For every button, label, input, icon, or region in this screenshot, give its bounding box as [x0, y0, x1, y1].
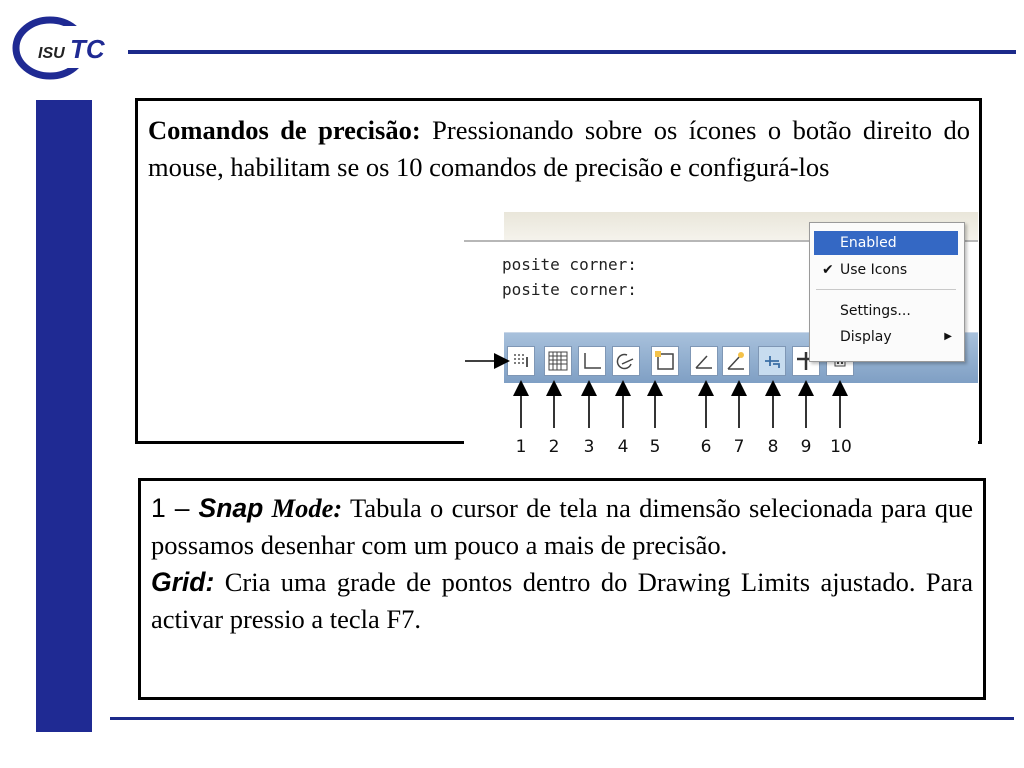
precision-commands-heading: Comandos de precisão: [148, 115, 421, 145]
number-label-5: 5 [649, 437, 661, 457]
number-label-10: 10 [830, 437, 852, 457]
snap-lead: 1 – [151, 493, 199, 523]
command-line-1: posite corner: [502, 255, 637, 274]
number-label-6: 6 [700, 437, 712, 457]
menu-item-display-label: Display [840, 329, 892, 345]
number-label-9: 9 [800, 437, 812, 457]
snap-term: Snap [198, 493, 264, 523]
snap-description: Tabula o cursor de tela na dimensão selecionada para que possamos desenhar com um pouco a mais de precisão. [151, 493, 974, 560]
grid-term: Grid: [151, 567, 215, 597]
number-label-3: 3 [583, 437, 595, 457]
command-line-2: posite corner: [502, 280, 637, 299]
precision-commands-text: Pressionando sobre os ícones o botão direito do mouse, habilitam se os 10 comandos de precisão e configurá-los [148, 115, 970, 182]
logo-text-tc: TC [70, 34, 105, 64]
check-icon: ✔ [822, 262, 834, 278]
menu-item-enabled-label: Enabled [840, 235, 897, 251]
snap-grid-paragraph [151, 490, 973, 638]
number-label-4: 4 [617, 437, 629, 457]
number-label-1: 1 [515, 437, 527, 457]
number-label-7: 7 [733, 437, 745, 457]
menu-item-use-icons-label: Use Icons [840, 262, 908, 278]
number-label-8: 8 [767, 437, 779, 457]
number-label-2: 2 [548, 437, 560, 457]
snap-mode-term: Mode: [263, 493, 343, 523]
logo-text-isu: ISU [38, 45, 65, 62]
submenu-arrow-icon: ▶ [944, 331, 952, 342]
menu-item-settings-label: Settings... [840, 303, 911, 319]
grid-description: Cria uma grade de pontos dentro do Drawing Limits ajustado. Para activar pressio a tecla F7. [151, 567, 973, 634]
